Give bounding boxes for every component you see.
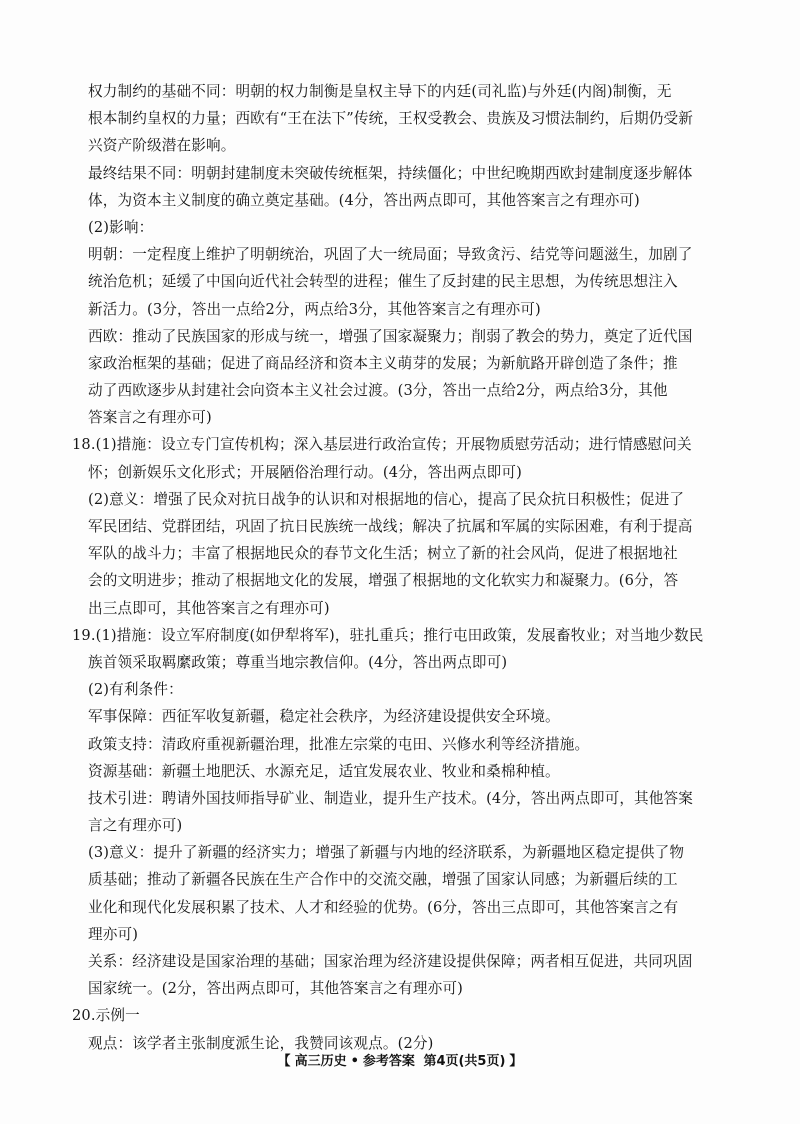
text-line: 明朝：一定程度上维护了明朝统治，巩固了大一统局面；导致贪污、结党等问题滋生，加剧了 (88, 246, 693, 264)
text-line: 出三点即可，其他答案言之有理亦可) (88, 599, 330, 617)
text-line: 理亦可) (88, 925, 139, 943)
footer-subject: 高三历史 (294, 1054, 347, 1069)
footer-doc-type: 参考答案 (362, 1054, 415, 1069)
text-line: 军队的战斗力；丰富了根据地民众的春节文化生活；树立了新的社会风尚，促进了根据地社 (88, 545, 678, 563)
text-line: 政策支持：清政府重视新疆治理，批准左宗棠的屯田、兴修水利等经济措施。 (88, 735, 590, 753)
text-line: 最终结果不同：明朝封建制度未突破传统框架，持续僵化；中世纪晚期西欧封建制度逐步解体 (88, 164, 693, 182)
text-line: 国家统一。(2分，答出两点即可，其他答案言之有理亦可) (88, 980, 463, 998)
text-line: (2)意义：增强了民众对抗日战争的认识和对根据地的信心，提高了民众抗日积极性；促进了 (88, 490, 685, 508)
text-line: 关系：经济建设是国家治理的基础；国家治理为经济建设提供保障；两者相互促进，共同巩固 (88, 953, 693, 970)
text-line: 业化和现代化发展积累了技术、人才和经验的优势。(6分，答出三点即可，其他答案言之有 (88, 898, 679, 916)
text-line: 体，为资本主义制度的确立奠定基础。(4分，答出两点即可，其他答案言之有理亦可) (88, 191, 640, 209)
text-line: 观点：该学者主张制度派生论，我赞同该观点。(2分) (88, 1034, 434, 1052)
text-line: 根本制约皇权的力量；西欧有“王在法下”传统，王权受教会、贵族及习惯法制约，后期仍受新 (88, 110, 693, 128)
text-line: 技术引进：聘请外国技师指导矿业、制造业，提升生产技术。(4分，答出两点即可，其他答案 (88, 789, 694, 807)
text-line: 18.(1)措施：设立专门宣传机构；深入基层进行政治宣传；开展物质慰劳活动；进行情感慰问关 (72, 436, 692, 454)
text-line: (3)意义：提升了新疆的经济实力；增强了新疆与内地的经济联系，为新疆地区稳定提供了物 (88, 844, 685, 862)
text-line: 权力制约的基础不同：明朝的权力制衡是皇权主导下的内廷(司礼监)与外廷(内阁)制衡，无 (88, 83, 672, 100)
text-line: 答案言之有理亦可) (88, 409, 212, 427)
answer-content (72, 78, 728, 1057)
text-line: 兴资产阶级潜在影响。 (88, 137, 236, 155)
text-line: 20.示例一 (72, 1007, 140, 1025)
text-line: 19.(1)措施：设立军府制度(如伊犁将军)，驻扎重兵；推行屯田政策，发展畜牧业；对当地少数民 (72, 626, 704, 644)
text-line: 质基础；推动了新疆各民族在生产合作中的交流交融，增强了国家认同感；为新疆后续的工 (88, 871, 678, 889)
text-line: 怀；创新娱乐文化形式；开展陋俗治理行动。(4分，答出两点即可) (88, 463, 522, 481)
text-line: (2)有利条件： (88, 681, 183, 699)
text-line: 西欧：推动了民族国家的形成与统一，增强了国家凝聚力；削弱了教会的势力，奠定了近代国 (88, 327, 693, 345)
footer-page-info: 第4页(共5页) (423, 1054, 506, 1069)
text-line: 新活力。(3分，答出一点给2分，两点给3分，其他答案言之有理亦可) (88, 300, 541, 318)
text-line: 言之有理亦可) (88, 817, 183, 835)
text-line: 军民团结、党群团结，巩固了抗日民族统一战线；解决了抗属和军属的实际困难，有利于提高 (88, 518, 693, 535)
footer-open-bracket: 【 (277, 1054, 291, 1069)
text-line: 资源基础：新疆土地肥沃、水源充足，适宜发展农业、牧业和桑棉种植。 (88, 762, 560, 780)
text-line: 统治危机；延缓了中国向近代社会转型的进程；催生了反封建的民主思想，为传统思想注入 (88, 273, 678, 291)
text-line: 军事保障：西征军收复新疆，稳定社会秩序，为经济建设提供安全环境。 (88, 708, 560, 726)
footer-close-bracket: 】 (509, 1054, 523, 1069)
footer-separator: • (350, 1054, 359, 1069)
text-line: 家政治框架的基础；促进了商品经济和资本主义萌芽的发展；为新航路开辟创造了条件；推 (88, 354, 678, 372)
text-line: (2)影响： (88, 218, 154, 236)
text-line: 族首领采取羁縻政策；尊重当地宗教信仰。(4分，答出两点即可) (88, 653, 508, 671)
page-footer (0, 1050, 800, 1069)
text-line: 会的文明进步；推动了根据地文化的发展，增强了根据地的文化软实力和凝聚力。(6分，答 (88, 572, 679, 590)
text-line: 动了西欧逐步从封建社会向资本主义社会过渡。(3分，答出一点给2分，两点给3分，其他 (88, 382, 668, 400)
